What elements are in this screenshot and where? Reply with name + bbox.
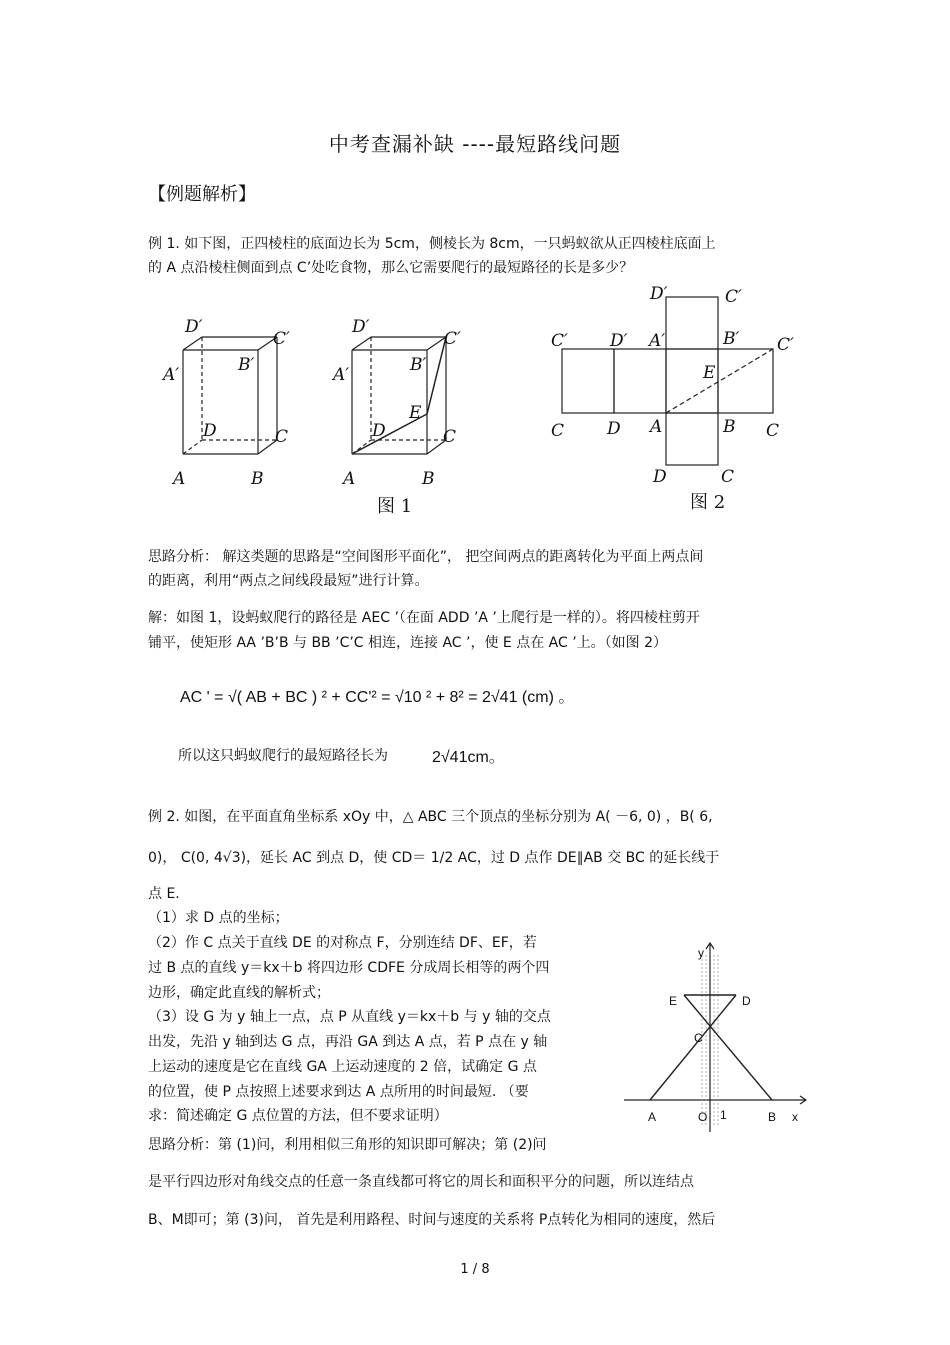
fig2-label-d: D (607, 419, 621, 439)
graph-label-b: B (768, 1110, 777, 1124)
fig1r-label-c: C (443, 427, 457, 447)
example2-analysis-line1: 思路分析：第 (1)问，利用相似三角形的知识即可解决；第 (2)问 (148, 1137, 547, 1153)
graph-label-y: y (698, 946, 704, 960)
figure1-prism-diagrams (165, 312, 475, 522)
fig1-label-c: C (275, 427, 289, 447)
solution1-line1: 解：如图 1，设蚂蚁爬行的路径是 AEC ’（在面 ADD ’A ’上爬行是一样的）。将四棱柱剪开 (148, 610, 700, 626)
fig2-label-c1-top: C′ (725, 287, 742, 307)
line-ac-extended (650, 995, 736, 1100)
fig1-label-b: B (251, 469, 264, 489)
fig2-label-a1: A′ (649, 331, 666, 351)
fig1r-label-d: D (372, 421, 386, 441)
fig1-label-b1: B′ (238, 355, 255, 375)
fig2-label-c-bottom: C (721, 467, 735, 487)
fig2-label-e: E (703, 363, 716, 383)
figure2-caption: 图 2 (690, 492, 726, 513)
example1-line1: 例 1. 如下图，正四棱柱的底面边长为 5cm，侧棱长为 8cm，一只蚂蚁欲从正四棱柱底面上 (148, 236, 716, 252)
fig1-label-a: A (173, 469, 186, 489)
page-title: 中考查漏补缺 ----最短路线问题 (328, 132, 622, 156)
line-bc-extended (684, 995, 772, 1100)
fig2-label-b: B (723, 417, 736, 437)
example2-q3-line2: 出发，先沿 y 轴到达 G 点，再沿 GA 到达 A 点，若 P 点在 y 轴 (148, 1034, 548, 1050)
fig2-label-a: A (650, 417, 663, 437)
fig2-label-c1-right: C′ (777, 335, 794, 355)
graph-label-x: x (792, 1110, 798, 1124)
example2-line1: 例 2. 如图，在平面直角坐标系 xOy 中，△ ABC 三个顶点的坐标分别为 A( －6, 0) ，B( 6, (148, 809, 713, 825)
fig1r-label-c1: C′ (444, 329, 461, 349)
fig1r-label-b: B (422, 469, 435, 489)
example2-q3-line4: 的位置，使 P 点按照上述要求到达 A 点所用的时间最短. （要 (148, 1084, 529, 1100)
fig2-label-d1: D′ (610, 331, 628, 351)
example1-line2: 的 A 点沿棱柱侧面到点 C’处吃食物，那么它需要爬行的最短路径的长是多少？ (148, 260, 634, 276)
example2-q3-line1: （3）设 G 为 y 轴上一点，点 P 从直线 y＝kx＋b 与 y 轴的交点 (148, 1009, 551, 1025)
graph-label-a: A (648, 1110, 657, 1124)
graph-label-c: C (694, 1031, 703, 1045)
example2-analysis-line2: 是平行四边形对角线交点的任意一条直线都可将它的周长和面积平分的问题，所以连结点 (148, 1174, 694, 1190)
fig1r-label-d1: D′ (352, 317, 370, 337)
figure2-net-diagram (545, 282, 810, 514)
graph-label-o: O (698, 1110, 708, 1124)
graph-label-d: D (742, 994, 751, 1008)
fig1-label-a1: A′ (163, 365, 180, 385)
solution1-conclusion-text: 所以这只蚂蚁爬行的最短路径长为 (178, 748, 388, 764)
fig1-label-c1: C′ (273, 329, 290, 349)
example2-line3: 点 E. (148, 886, 180, 902)
example2-q3-line5: 求：简述确定 G 点位置的方法，但不要求证明） (148, 1108, 448, 1124)
figure1-caption: 图 1 (377, 496, 413, 517)
fig1r-label-b1: B′ (410, 355, 427, 375)
graph-label-one: 1 (720, 1108, 727, 1122)
example2-q1: （1）求 D 点的坐标； (148, 910, 289, 926)
section-heading: 【例题解析】 (148, 184, 256, 205)
fig2-label-b1: B′ (723, 329, 740, 349)
coordinate-graph (622, 935, 812, 1135)
fig2-label-c-right: C (766, 421, 780, 441)
fig1r-label-a: A (343, 469, 356, 489)
fig2-label-c1-left: C′ (551, 331, 568, 351)
fig1-label-d: D (203, 421, 217, 441)
fig2-label-d1-top: D′ (650, 284, 668, 304)
fig2-label-c-left: C (551, 421, 565, 441)
example2-q3-line3: 上运动的速度是它在直线 GA 上运动速度的 2 倍，试确定 G 点 (148, 1059, 537, 1075)
example2-q2-line1: （2）作 C 点关于直线 DE 的对称点 F，分别连结 DF、EF，若 (148, 935, 537, 951)
analysis1-line1: 思路分析： 解这类题的思路是“空间图形平面化”， 把空间两点的距离转化为平面上两点间 (148, 549, 704, 565)
solution1-formula: AC ' = √( AB + BC ) ² + CC'² = √10 ² + 8² = 2√41 (cm) 。 (180, 689, 575, 706)
example2-line2: 0)， C(0, 4√3)，延长 AC 到点 D，使 CD＝ 1/2 AC，过 D 点作 DE∥AB 交 BC 的延长线于 (148, 850, 720, 866)
fig1r-label-e: E (409, 403, 422, 423)
solution1-line2: 铺平，使矩形 AA ’B’B 与 BB ’C’C 相连，连接 AC ’，使 E 点在 AC ’上。（如图 2） (148, 635, 668, 651)
fig1r-label-a1: A′ (333, 365, 350, 385)
page-number: 1 / 8 (460, 1262, 490, 1277)
example2-q2-line3: 边形，确定此直线的解析式； (148, 985, 330, 1001)
example2-q2-line2: 过 B 点的直线 y＝kx＋b 将四边形 CDFE 分成周长相等的两个四 (148, 960, 550, 976)
fig1-label-d1: D′ (185, 317, 203, 337)
graph-label-e: E (669, 994, 678, 1008)
example2-analysis-line3: B、M即可；第 (3)问， 首先是利用路程、时间与速度的关系将 P点转化为相同的速度，然后 (148, 1212, 716, 1228)
analysis1-line2: 的距离，利用“两点之间线段最短”进行计算。 (148, 573, 429, 589)
solution1-conclusion-value: 2√41cm。 (432, 749, 505, 766)
fig2-label-d-bottom: D (653, 467, 667, 487)
